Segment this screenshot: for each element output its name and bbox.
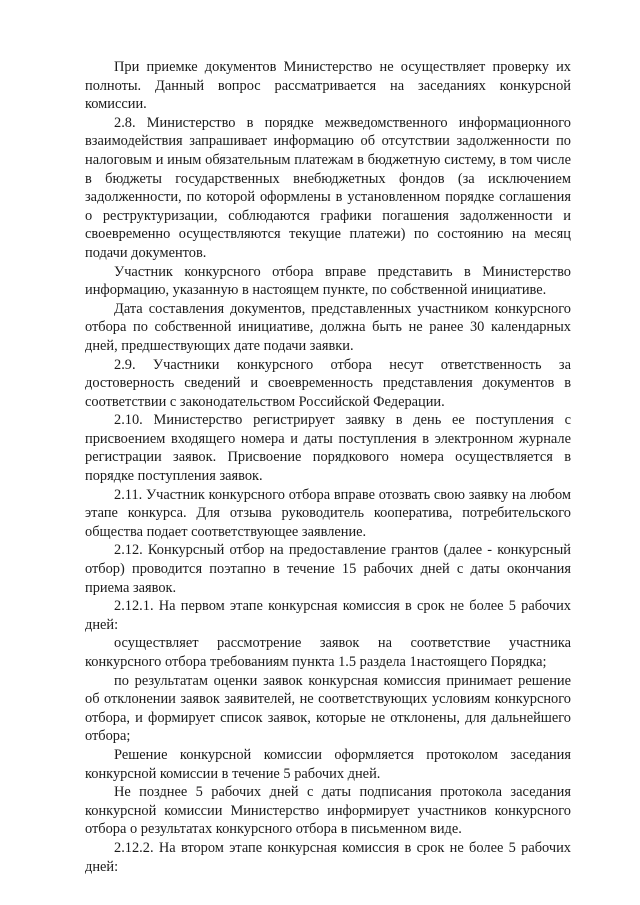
paragraph-2-12-2: 2.12.2. На втором этапе конкурсная комиссия в срок не более 5 рабочих дней: xyxy=(85,839,571,875)
paragraph-2-11: 2.11. Участник конкурсного отбора вправе отозвать свою заявку на любом этапе конкурса. Для отзыва руководитель кооператива, потребительского общества подает соответствующее заявление. xyxy=(85,486,571,540)
paragraph-2-8: 2.8. Министерство в порядке межведомственного информационного взаимодействия запрашивает информацию об отсутствии задолженности по налоговым и иным обязательным платежам в бюджетную систему, в том числе в бюджеты государственных внебюджетных фондов (за исключением задолженности, по которой оформлены в установленном порядке соглашения о реструктуризации, соблюдаются графики погашения задолженности и своевременно осуществляются текущие платежи) по состоянию на месяц подачи документов. xyxy=(85,114,571,261)
paragraph-2-12-1: 2.12.1. На первом этапе конкурсная комиссия в срок не более 5 рабочих дней: xyxy=(85,598,571,633)
paragraph-intake-check: При приемке документов Министерство не осуществляет проверку их полноты. Данный вопрос рассматривается на заседаниях конкурсной комиссии. xyxy=(85,59,571,113)
paragraph-own-initiative: Участник конкурсного отбора вправе представить в Министерство информацию, указанную в настоящем пункте, по собственной инициативе. xyxy=(85,263,571,299)
paragraph-2-10: 2.10. Министерство регистрирует заявку в день ее поступления с присвоением входящего номера и даты поступления в электронном журнале регистрации заявок. Присвоение порядкового номера осуществляется в порядке поступления заявок. xyxy=(85,412,571,485)
paragraph-notification: Не позднее 5 рабочих дней с даты подписания протокола заседания конкурсной комиссии Министерство информирует участников конкурсного отбора о результатах конкурсного отбора в письменном виде. xyxy=(85,784,571,838)
paragraph-review-applications: осуществляет рассмотрение заявок на соответствие участника конкурсного отбора требованиям пункта 1.5 раздела 1настоящего Порядка; xyxy=(85,635,571,670)
paragraph-document-date: Дата составления документов, представленных участником конкурсного отбора по собственной инициативе, должна быть не ранее 30 календарных дней, предшествующих дате подачи заявки. xyxy=(85,300,571,354)
paragraph-rejection-decision: по результатам оценки заявок конкурсная комиссия принимает решение об отклонении заявок заявителей, не соответствующих условиям конкурсного отбора, и формирует список заявок, которые не отклонены, для дальнейшего отбора; xyxy=(85,672,571,745)
paragraph-2-9: 2.9. Участники конкурсного отбора несут ответственность за достоверность сведений и своевременность представления документов в соответствии с законодательством Российской Федерации. xyxy=(85,356,571,410)
paragraph-protocol: Решение конкурсной комиссии оформляется протоколом заседания конкурсной комиссии в течение 5 рабочих дней. xyxy=(85,746,571,782)
paragraph-2-12: 2.12. Конкурсный отбор на предоставление грантов (далее - конкурсный отбор) проводится поэтапно в течение 15 рабочих дней с даты окончания приема заявок. xyxy=(85,542,571,596)
document-page xyxy=(85,58,571,876)
